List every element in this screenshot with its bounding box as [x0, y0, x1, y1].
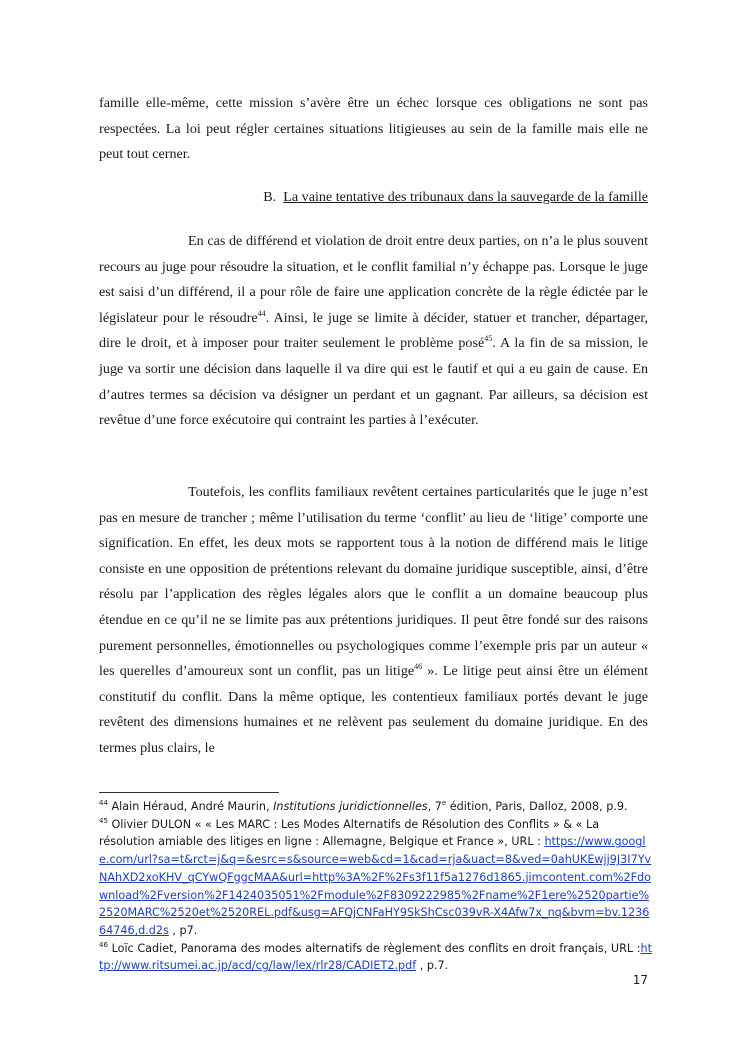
footnote-divider — [99, 792, 279, 793]
text-segment: . Ainsi, le juge se limite à décider, statuer et trancher, départager, dire le droit, et à imposer pour traiter seulement le problème posé — [99, 309, 649, 352]
footnote-ref-45[interactable]: 45 — [484, 334, 493, 344]
footnote-44 — [99, 798, 652, 816]
paragraph-text — [99, 229, 648, 434]
footnote-number: 44 — [99, 799, 108, 807]
footnote-page: , p.7. — [416, 959, 449, 973]
footnote-number: 46 — [99, 940, 108, 949]
section-letter: B. — [263, 189, 277, 205]
paragraph-family-conflicts — [99, 480, 648, 762]
paragraph-continuation — [99, 91, 648, 168]
footnote-46 — [99, 940, 652, 975]
footnote-edition: , 7 — [427, 800, 442, 813]
page-number: 17 — [632, 973, 648, 987]
paragraph-text: famille elle-même, cette mission s’avère être un échec lorsque ces obligations ne sont pas respectées. La loi peut régler certaines situations litigieuses au sein de la famille mais elle ne peut tout cerner. — [99, 95, 648, 163]
text-segment: Toutefois, les conflits familiaux revêtent certaines particularités que le juge n’est pas en mesure de trancher ; même l’utilisation du terme ‘conflit’ au lieu de ‘litige’ comporte une signification. En effet, les deux mots se rapportent tous à la notion de différend mais le litige consiste en une opposition de prétentions relevant du domaine juridique susceptible, ainsi, d’être résolu par l’application des règles légales alors que le conflit a un domaine beaucoup plus étendue en ce qu’il ne se limite pas aux prétentions juridiques. Il peut être fondé sur des raisons purement personnelles, émotionnelles ou psychologiques comme l’exemple pris par un auteur « les querelles d’amoureux sont un conflit, pas un litige — [99, 484, 648, 680]
footnote-ref-46[interactable]: 46 — [414, 662, 423, 672]
footnote-edition-sup: e — [441, 799, 447, 807]
footnote-author: Alain Héraud, André Maurin, — [111, 800, 274, 813]
footnotes — [99, 798, 652, 975]
paragraph-judge-role — [99, 229, 648, 434]
section-title: La vaine tentative des tribunaux dans la sauvegarde de la famille — [283, 189, 648, 205]
footnote-ref-44[interactable]: 44 — [257, 308, 266, 318]
text-segment: . A la fin de sa mission, le juge va sortir une décision dans laquelle il va dire qui est le fautif et qui a eu gain de cause. En d’autres termes sa décision va désigner un perdant et un gagnant. Par ailleurs, sa décision est revêtue d’une force exécutoire qui contraint les parties à l’exécuter. — [99, 335, 648, 429]
footnote-title: Institutions juridictionnelles — [273, 800, 428, 813]
footnote-text: Loïc Cadiet, Panorama des modes alternatifs de règlement des conflits en droit français, URL : — [107, 941, 641, 955]
section-heading — [99, 189, 648, 206]
footnote-45 — [99, 816, 652, 940]
footnote-text: Olivier DULON « « Les MARC : Les Modes Alternatifs de Résolution des Conflits » & « La résolution amiable des litiges en ligne : Allemagne, Belgique et France », URL : — [99, 817, 600, 849]
text-segment: En cas de différend et violation de droit entre deux parties, on n’a le plus souvent recours au juge pour résoudre la situation, et le conflit familial n’y échappe pas. Lorsque le juge est saisi d’un différend, il a pour rôle de faire une application concrète de la règle édictée par le législateur pour le résoudre — [99, 233, 648, 326]
footnote-link[interactable]: http://www.ritsumei.ac.jp/acd/cg/law/lex/rlr28/CADIET2.pdf — [99, 941, 652, 973]
footnote-link[interactable]: https://www.google.com/url?sa=t&rct=j&q=&esrc=s&source=web&cd=1&cad=rja&uact=8&ved=0ahUKEwjj9J3I7YvNAhXD2xoKHV_qCYwQFggcMAA&url=http%3A%2F%2Fs3f11f5a1276d1865.jimcontent.com%2Fdownload%2Fversion%2F1424035051%2Fmodule%2F8309222985%2Fname%2F1ere%2520partie%2520MARC%2520et%2520REL.pdf&usg=AFQjCNFaHY9SkShCsc039vR-X4Afw7x_nq&bvm=bv.123664746,d.d2s — [99, 835, 652, 937]
footnote-number: 45 — [99, 816, 108, 825]
text-segment: ». Le litige peut ainsi être un élément constitutif du conflit. Dans la même optique, les contentieux familiaux portés devant le juge revêtent des dimensions humaines et ne relèvent pas seulement du domaine juridique. En des termes plus clairs, le — [99, 663, 648, 756]
footnote-page: , p7. — [168, 923, 198, 937]
paragraph-text — [99, 480, 648, 762]
footnote-rest: édition, Paris, Dalloz, 2008, p.9. — [446, 800, 628, 813]
